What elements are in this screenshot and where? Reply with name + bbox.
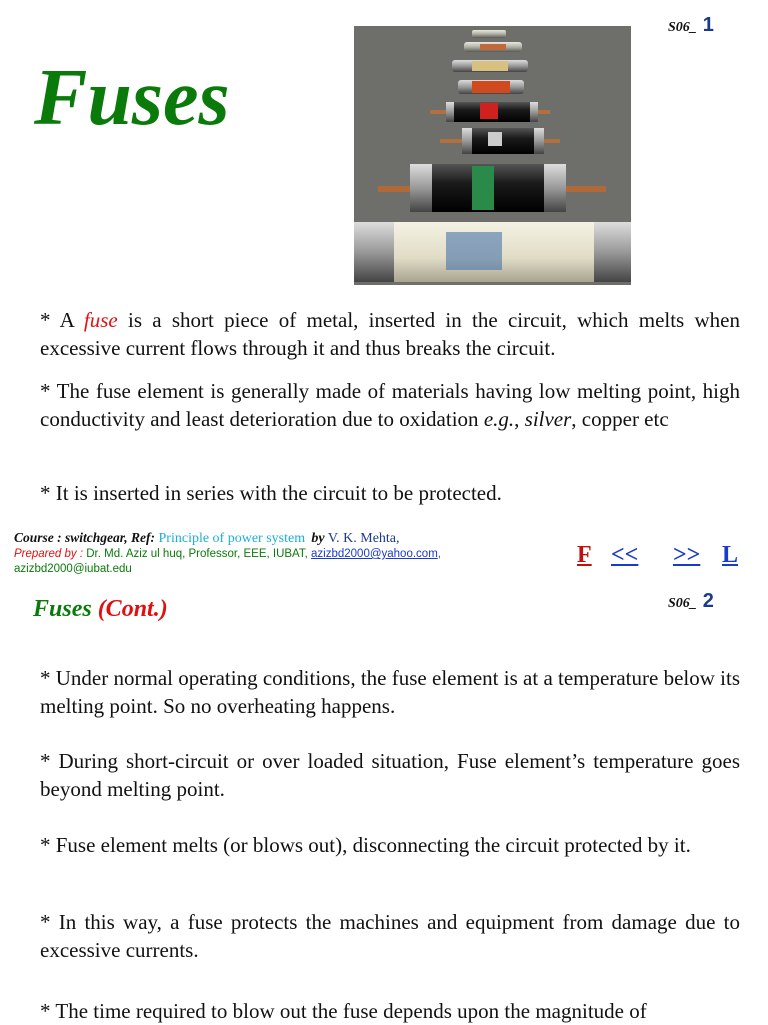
nav-next-button[interactable]: >> — [673, 542, 701, 568]
prepared-line — [14, 546, 574, 562]
point-protection: * In this way, a fuse protects the machines and equipment from damage due to excessive currents. — [40, 910, 740, 962]
course-label: Course : switchgear, Ref: — [14, 530, 156, 545]
para2-rest: , copper etc — [571, 407, 669, 431]
fuse-definition-paragraph — [40, 306, 740, 362]
fuse-assortment-photo — [354, 26, 631, 285]
slide2-number-prefix: S06_ — [668, 596, 697, 611]
nav-last-button[interactable]: L — [722, 542, 739, 568]
fuse-term: fuse — [83, 308, 118, 332]
point-blow-time: * The time required to blow out the fuse depends upon the magnitude of — [40, 999, 647, 1023]
point-normal-operation: * Under normal operating conditions, the fuse element is at a temperature below its melting point. So no overheating happens. — [40, 666, 740, 718]
nav-prev-button[interactable]: << — [611, 542, 639, 568]
fuse-series-paragraph: * It is inserted in series with the circuit to be protected. — [40, 481, 502, 505]
slide2-title — [33, 596, 168, 623]
slide1-number-prefix: S06_ — [668, 20, 697, 35]
course-line — [14, 530, 574, 546]
point-element-melts: * Fuse element melts (or blows out), disconnecting the circuit protected by it. — [40, 833, 691, 857]
point-short-circuit: * During short-circuit or over loaded situation, Fuse element’s temperature goes beyond melting point. — [40, 749, 740, 801]
slide2-number — [668, 590, 714, 613]
email-link[interactable]: azizbd2000@yahoo.com — [311, 548, 438, 560]
author-name: V. K. Mehta, — [324, 531, 400, 546]
para2-lead: * The fuse element is generally made of materials having low melting point, high conductivity and least deterioration due to oxidation — [40, 379, 740, 431]
reference-title: Principle of power system — [155, 531, 306, 546]
email-secondary: azizbd2000@iubat.edu — [14, 563, 132, 575]
slide-footer — [14, 530, 574, 577]
nav-first-button[interactable]: F — [577, 542, 592, 568]
preparer-name: Dr. Md. Aziz ul huq, Professor, EEE, IUBAT, — [83, 548, 312, 560]
by-label: by — [311, 531, 325, 546]
email-separator: , — [437, 548, 441, 560]
silver-text: silver — [524, 407, 572, 431]
prepared-label: Prepared by : — [14, 548, 84, 560]
slide2-number-value: 2 — [702, 590, 714, 612]
slide1-title: Fuses — [34, 54, 230, 142]
fuse-material-paragraph — [40, 377, 740, 433]
slide2-title-cont: (Cont.) — [97, 596, 168, 622]
slide1-number-value: 1 — [702, 14, 714, 36]
para1-lead: * A — [40, 308, 84, 332]
slide2-title-main: Fuses — [33, 596, 98, 622]
slide1-number — [668, 14, 714, 37]
eg-text: e.g. — [483, 407, 515, 431]
para2-comma: , — [514, 407, 525, 431]
para1-rest: is a short piece of metal, inserted in the circuit, which melts when excessive current flows through it and thus breaks the circuit. — [40, 308, 740, 360]
